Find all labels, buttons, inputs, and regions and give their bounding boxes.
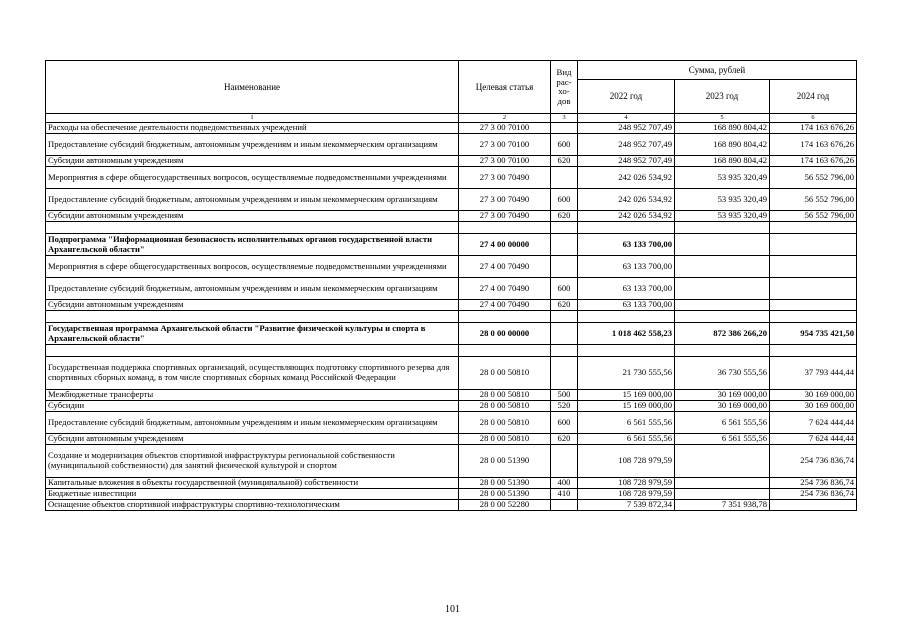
spacer-row bbox=[46, 311, 857, 323]
table-row bbox=[46, 211, 857, 222]
row-amount-2022: 15 169 000,00 bbox=[578, 390, 675, 401]
row-amount-2022: 6 561 555,56 bbox=[578, 412, 675, 434]
budget-table bbox=[45, 60, 857, 511]
row-code: 28 0 00 51390 bbox=[459, 445, 551, 478]
row-name: Мероприятия в сфере общегосударственных вопросов, осуществляемые подведомственными учреждениями bbox=[46, 167, 459, 189]
row-name: Субсидии bbox=[46, 401, 459, 412]
row-amount-2023 bbox=[675, 478, 770, 489]
row-amount-2024: 37 793 444,44 bbox=[770, 357, 857, 390]
row-name bbox=[46, 311, 459, 323]
row-amount-2022: 21 730 555,56 bbox=[578, 357, 675, 390]
row-name: Субсидии автономным учреждениям bbox=[46, 434, 459, 445]
column-number: 3 bbox=[551, 114, 578, 123]
row-amount-2024: 7 624 444,44 bbox=[770, 412, 857, 434]
table-row bbox=[46, 390, 857, 401]
column-number: 2 bbox=[459, 114, 551, 123]
row-amount-2023: 6 561 555,56 bbox=[675, 434, 770, 445]
column-number: 6 bbox=[770, 114, 857, 123]
row-vid bbox=[551, 234, 578, 256]
row-name: Подпрограмма "Информационная безопасность исполнительных органов государственной власти Архангельской области" bbox=[46, 234, 459, 256]
header-year-2023: 2023 год bbox=[675, 80, 770, 114]
row-vid: 520 bbox=[551, 401, 578, 412]
table-row bbox=[46, 412, 857, 434]
row-amount-2023: 7 351 938,78 bbox=[675, 500, 770, 511]
table-row bbox=[46, 500, 857, 511]
row-amount-2022: 108 728 979,59 bbox=[578, 489, 675, 500]
row-code: 27 4 00 00000 bbox=[459, 234, 551, 256]
row-amount-2022: 63 133 700,00 bbox=[578, 278, 675, 300]
row-amount-2023: 53 935 320,49 bbox=[675, 167, 770, 189]
table-row bbox=[46, 189, 857, 211]
row-vid bbox=[551, 222, 578, 234]
row-code: 28 0 00 51390 bbox=[459, 478, 551, 489]
row-code bbox=[459, 222, 551, 234]
table-row bbox=[46, 445, 857, 478]
row-amount-2024: 7 624 444,44 bbox=[770, 434, 857, 445]
header-sum: Сумма, рублей bbox=[578, 61, 857, 80]
row-amount-2023 bbox=[675, 278, 770, 300]
row-amount-2024: 56 552 796,00 bbox=[770, 167, 857, 189]
row-amount-2022: 63 133 700,00 bbox=[578, 300, 675, 311]
row-amount-2024: 56 552 796,00 bbox=[770, 189, 857, 211]
row-amount-2024: 174 163 676,26 bbox=[770, 156, 857, 167]
row-amount-2023: 872 386 266,20 bbox=[675, 323, 770, 345]
row-vid bbox=[551, 256, 578, 278]
row-vid bbox=[551, 345, 578, 357]
column-number: 5 bbox=[675, 114, 770, 123]
row-amount-2023: 168 890 804,42 bbox=[675, 134, 770, 156]
row-code: 27 4 00 70490 bbox=[459, 278, 551, 300]
row-amount-2024 bbox=[770, 300, 857, 311]
row-amount-2023 bbox=[675, 234, 770, 256]
row-code: 27 3 00 70490 bbox=[459, 211, 551, 222]
row-code: 27 4 00 70490 bbox=[459, 300, 551, 311]
row-code: 28 0 00 50810 bbox=[459, 357, 551, 390]
row-amount-2022: 6 561 555,56 bbox=[578, 434, 675, 445]
row-amount-2022: 242 026 534,92 bbox=[578, 211, 675, 222]
row-vid bbox=[551, 167, 578, 189]
row-code: 28 0 00 00000 bbox=[459, 323, 551, 345]
row-amount-2024 bbox=[770, 345, 857, 357]
table-row bbox=[46, 489, 857, 500]
row-code: 27 3 00 70100 bbox=[459, 123, 551, 134]
row-amount-2022 bbox=[578, 311, 675, 323]
row-name bbox=[46, 345, 459, 357]
row-name: Оснащение объектов спортивной инфраструктуры спортивно-технологическим bbox=[46, 500, 459, 511]
row-code: 27 3 00 70490 bbox=[459, 167, 551, 189]
row-amount-2022: 242 026 534,92 bbox=[578, 167, 675, 189]
header-name: Наименование bbox=[46, 61, 459, 114]
row-vid: 620 bbox=[551, 300, 578, 311]
row-amount-2024: 174 163 676,26 bbox=[770, 123, 857, 134]
row-vid: 620 bbox=[551, 434, 578, 445]
row-vid: 600 bbox=[551, 134, 578, 156]
row-amount-2024: 254 736 836,74 bbox=[770, 478, 857, 489]
row-name: Мероприятия в сфере общегосударственных вопросов, осуществляемые подведомственными учреждениями bbox=[46, 256, 459, 278]
row-amount-2023: 53 935 320,49 bbox=[675, 211, 770, 222]
row-amount-2023 bbox=[675, 345, 770, 357]
row-code: 28 0 00 50810 bbox=[459, 390, 551, 401]
row-amount-2024: 56 552 796,00 bbox=[770, 211, 857, 222]
row-name: Капитальные вложения в объекты государственной (муниципальной) собственности bbox=[46, 478, 459, 489]
row-amount-2024 bbox=[770, 222, 857, 234]
row-amount-2023: 30 169 000,00 bbox=[675, 390, 770, 401]
row-code: 27 4 00 70490 bbox=[459, 256, 551, 278]
column-number: 1 bbox=[46, 114, 459, 123]
spacer-row bbox=[46, 222, 857, 234]
row-amount-2022: 1 018 462 558,23 bbox=[578, 323, 675, 345]
table-row bbox=[46, 123, 857, 134]
row-amount-2024 bbox=[770, 234, 857, 256]
row-name: Субсидии автономным учреждениям bbox=[46, 211, 459, 222]
row-amount-2022: 63 133 700,00 bbox=[578, 256, 675, 278]
table-row bbox=[46, 478, 857, 489]
row-vid bbox=[551, 311, 578, 323]
row-name: Государственная поддержка спортивных организаций, осуществляющих подготовку спортивного резерва для спортивных сборных команд, в том числе спортивных сборных команд Российской Федерации bbox=[46, 357, 459, 390]
row-amount-2023 bbox=[675, 489, 770, 500]
table-row bbox=[46, 401, 857, 412]
row-amount-2024 bbox=[770, 278, 857, 300]
row-code: 27 3 00 70490 bbox=[459, 189, 551, 211]
row-name bbox=[46, 222, 459, 234]
row-code: 28 0 00 50810 bbox=[459, 434, 551, 445]
row-name: Предоставление субсидий бюджетным, автономным учреждениям и иным некоммерческим организациям bbox=[46, 278, 459, 300]
row-vid bbox=[551, 357, 578, 390]
row-name: Создание и модернизация объектов спортивной инфраструктуры региональной собственности (муниципальной собственности) для занятий физической культурой и спортом bbox=[46, 445, 459, 478]
header-code: Целевая статья bbox=[459, 61, 551, 114]
row-code: 28 0 00 50810 bbox=[459, 401, 551, 412]
row-amount-2022: 7 539 872,34 bbox=[578, 500, 675, 511]
row-vid: 620 bbox=[551, 211, 578, 222]
row-amount-2023 bbox=[675, 256, 770, 278]
row-amount-2023: 168 890 804,42 bbox=[675, 156, 770, 167]
row-code: 27 3 00 70100 bbox=[459, 156, 551, 167]
table-row bbox=[46, 256, 857, 278]
row-amount-2022: 248 952 707,49 bbox=[578, 123, 675, 134]
row-amount-2024 bbox=[770, 311, 857, 323]
table-row bbox=[46, 234, 857, 256]
row-vid: 400 bbox=[551, 478, 578, 489]
row-vid: 600 bbox=[551, 412, 578, 434]
row-amount-2022 bbox=[578, 222, 675, 234]
row-vid bbox=[551, 445, 578, 478]
row-amount-2023 bbox=[675, 300, 770, 311]
row-vid: 410 bbox=[551, 489, 578, 500]
row-amount-2024 bbox=[770, 256, 857, 278]
header-year-2024: 2024 год bbox=[770, 80, 857, 114]
row-name: Расходы на обеспечение деятельности подведомственных учреждений bbox=[46, 123, 459, 134]
row-name: Субсидии автономным учреждениям bbox=[46, 156, 459, 167]
header-vid: Вид рас-хо-дов bbox=[551, 61, 578, 114]
row-code: 27 3 00 70100 bbox=[459, 134, 551, 156]
table-row bbox=[46, 357, 857, 390]
row-amount-2023: 30 169 000,00 bbox=[675, 401, 770, 412]
page-number: 101 bbox=[445, 604, 460, 615]
row-amount-2022: 248 952 707,49 bbox=[578, 134, 675, 156]
row-code: 28 0 00 50810 bbox=[459, 412, 551, 434]
table-row bbox=[46, 278, 857, 300]
row-vid bbox=[551, 500, 578, 511]
row-code: 28 0 00 52280 bbox=[459, 500, 551, 511]
row-amount-2022: 63 133 700,00 bbox=[578, 234, 675, 256]
row-amount-2024: 254 736 836,74 bbox=[770, 489, 857, 500]
table-row bbox=[46, 167, 857, 189]
row-vid: 500 bbox=[551, 390, 578, 401]
row-amount-2022: 15 169 000,00 bbox=[578, 401, 675, 412]
row-amount-2024: 954 735 421,50 bbox=[770, 323, 857, 345]
row-amount-2023: 36 730 555,56 bbox=[675, 357, 770, 390]
column-number: 4 bbox=[578, 114, 675, 123]
row-amount-2024: 174 163 676,26 bbox=[770, 134, 857, 156]
table-row bbox=[46, 156, 857, 167]
row-code: 28 0 00 51390 bbox=[459, 489, 551, 500]
row-amount-2023 bbox=[675, 222, 770, 234]
spacer-row bbox=[46, 345, 857, 357]
row-name: Предоставление субсидий бюджетным, автономным учреждениям и иным некоммерческим организациям bbox=[46, 134, 459, 156]
row-amount-2023: 53 935 320,49 bbox=[675, 189, 770, 211]
row-amount-2024: 254 736 836,74 bbox=[770, 445, 857, 478]
header-year-2022: 2022 год bbox=[578, 80, 675, 114]
row-vid bbox=[551, 123, 578, 134]
table-row bbox=[46, 323, 857, 345]
table-body bbox=[46, 123, 857, 511]
row-name: Государственная программа Архангельской области "Развитие физической культуры и спорта в Архангельской области" bbox=[46, 323, 459, 345]
row-name: Бюджетные инвестиции bbox=[46, 489, 459, 500]
column-number-row bbox=[46, 114, 857, 123]
row-amount-2023 bbox=[675, 445, 770, 478]
row-vid: 600 bbox=[551, 278, 578, 300]
table-row bbox=[46, 300, 857, 311]
row-amount-2022: 242 026 534,92 bbox=[578, 189, 675, 211]
row-amount-2024: 30 169 000,00 bbox=[770, 390, 857, 401]
row-code bbox=[459, 345, 551, 357]
row-name: Межбюджетные трансферты bbox=[46, 390, 459, 401]
row-amount-2023: 6 561 555,56 bbox=[675, 412, 770, 434]
row-vid: 600 bbox=[551, 189, 578, 211]
row-amount-2023: 168 890 804,42 bbox=[675, 123, 770, 134]
row-name: Предоставление субсидий бюджетным, автономным учреждениям и иным некоммерческим организациям bbox=[46, 189, 459, 211]
row-code bbox=[459, 311, 551, 323]
row-amount-2024: 30 169 000,00 bbox=[770, 401, 857, 412]
row-amount-2022 bbox=[578, 345, 675, 357]
row-name: Предоставление субсидий бюджетным, автономным учреждениям и иным некоммерческим организациям bbox=[46, 412, 459, 434]
table-row bbox=[46, 134, 857, 156]
row-amount-2024 bbox=[770, 500, 857, 511]
row-vid bbox=[551, 323, 578, 345]
row-amount-2022: 108 728 979,59 bbox=[578, 445, 675, 478]
row-amount-2023 bbox=[675, 311, 770, 323]
row-vid: 620 bbox=[551, 156, 578, 167]
row-amount-2022: 108 728 979,59 bbox=[578, 478, 675, 489]
table-row bbox=[46, 434, 857, 445]
row-name: Субсидии автономным учреждениям bbox=[46, 300, 459, 311]
row-amount-2022: 248 952 707,49 bbox=[578, 156, 675, 167]
